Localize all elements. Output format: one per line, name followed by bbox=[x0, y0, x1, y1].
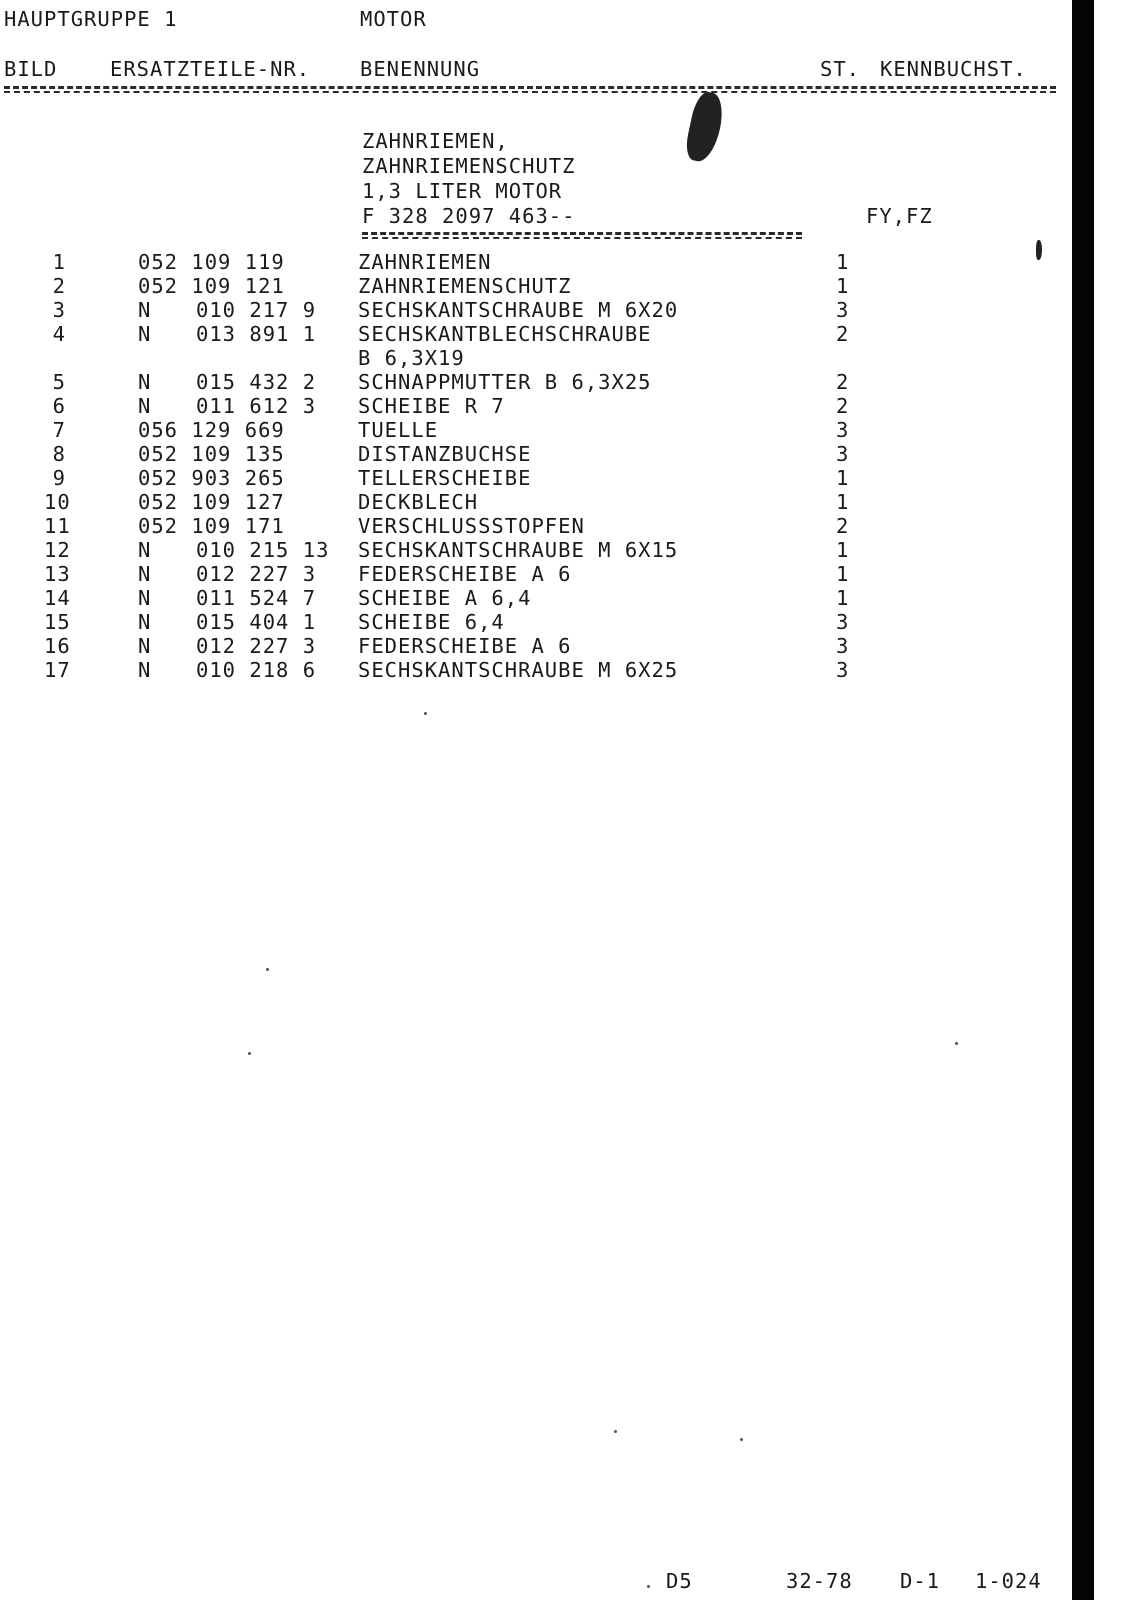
section-title-line-4: F 328 2097 463-- bbox=[362, 204, 576, 228]
cell-stueck: 3 bbox=[836, 658, 850, 682]
cell-bild: 14 bbox=[44, 586, 71, 610]
cell-ersatzteil-nr: 052 109 127 bbox=[138, 490, 285, 514]
section-kennbuchst: FY,FZ bbox=[866, 204, 933, 228]
cell-ersatzteil-nr: 012 227 3 bbox=[196, 562, 317, 586]
table-row bbox=[0, 250, 1060, 274]
table-row bbox=[0, 658, 1060, 682]
cell-ersatzteil-nr: 052 109 121 bbox=[138, 274, 285, 298]
table-row bbox=[0, 514, 1060, 538]
cell-stueck: 3 bbox=[836, 298, 850, 322]
table-row bbox=[0, 370, 1060, 394]
scan-binding-edge bbox=[1072, 0, 1094, 1600]
cell-bild: 16 bbox=[44, 634, 71, 658]
table-row bbox=[0, 298, 1060, 322]
speck bbox=[955, 1042, 958, 1045]
ink-blot bbox=[683, 90, 727, 165]
footer-code-d5: D5 bbox=[666, 1569, 693, 1593]
cell-bild: 3 bbox=[52, 298, 66, 322]
cell-prefix: N bbox=[138, 370, 152, 394]
cell-prefix: N bbox=[138, 562, 152, 586]
cell-ersatzteil-nr: 013 891 1 bbox=[196, 322, 317, 346]
cell-benennung: FEDERSCHEIBE A 6 bbox=[358, 562, 572, 586]
cell-benennung: SECHSKANTSCHRAUBE M 6X20 bbox=[358, 298, 679, 322]
cell-bild: 15 bbox=[44, 610, 71, 634]
cell-benennung: FEDERSCHEIBE A 6 bbox=[358, 634, 572, 658]
cell-benennung: VERSCHLUSSSTOPFEN bbox=[358, 514, 585, 538]
cell-prefix: N bbox=[138, 634, 152, 658]
cell-bild: 7 bbox=[52, 418, 66, 442]
column-header-kennbuchst: KENNBUCHST. bbox=[880, 57, 1027, 81]
cell-stueck: 2 bbox=[836, 514, 850, 538]
table-row bbox=[0, 586, 1060, 610]
cell-ersatzteil-nr: 015 404 1 bbox=[196, 610, 317, 634]
cell-ersatzteil-nr: 015 432 2 bbox=[196, 370, 317, 394]
table-row bbox=[0, 562, 1060, 586]
cell-stueck: 2 bbox=[836, 394, 850, 418]
cell-ersatzteil-nr: 010 215 13 bbox=[196, 538, 330, 562]
cell-ersatzteil-nr: 010 218 6 bbox=[196, 658, 317, 682]
cell-benennung: TUELLE bbox=[358, 418, 439, 442]
column-header-benennung: BENENNUNG bbox=[360, 57, 481, 81]
table-row bbox=[0, 322, 1060, 346]
cell-stueck: 2 bbox=[836, 322, 850, 346]
speck bbox=[614, 1430, 617, 1433]
cell-ersatzteil-nr: 011 612 3 bbox=[196, 394, 317, 418]
speck bbox=[424, 712, 427, 715]
section-title-line-2: ZAHNRIEMENSCHUTZ bbox=[362, 154, 576, 178]
cell-benennung: DISTANZBUCHSE bbox=[358, 442, 532, 466]
table-row-continuation bbox=[0, 346, 1060, 370]
cell-stueck: 1 bbox=[836, 562, 850, 586]
cell-stueck: 3 bbox=[836, 634, 850, 658]
footer-code-d1: D-1 bbox=[900, 1569, 941, 1593]
cell-prefix: N bbox=[138, 298, 152, 322]
column-header-bild: BILD bbox=[4, 57, 58, 81]
cell-ersatzteil-nr: 052 109 135 bbox=[138, 442, 285, 466]
cell-benennung: SCHNAPPMUTTER B 6,3X25 bbox=[358, 370, 652, 394]
cell-prefix: N bbox=[138, 322, 152, 346]
cell-ersatzteil-nr: 056 129 669 bbox=[138, 418, 285, 442]
cell-ersatzteil-nr: 052 109 119 bbox=[138, 250, 285, 274]
cell-bild: 1 bbox=[52, 250, 66, 274]
footer-page-number: 1-024 bbox=[975, 1569, 1042, 1593]
cell-stueck: 1 bbox=[836, 274, 850, 298]
cell-bild: 9 bbox=[52, 466, 66, 490]
speck bbox=[647, 1585, 650, 1588]
cell-bild: 17 bbox=[44, 658, 71, 682]
cell-benennung: SCHEIBE 6,4 bbox=[358, 610, 505, 634]
cell-stueck: 2 bbox=[836, 370, 850, 394]
cell-bild: 10 bbox=[44, 490, 71, 514]
cell-benennung: SECHSKANTSCHRAUBE M 6X15 bbox=[358, 538, 679, 562]
speck bbox=[740, 1438, 743, 1441]
table-row bbox=[0, 442, 1060, 466]
cell-stueck: 1 bbox=[836, 250, 850, 274]
cell-benennung: ZAHNRIEMEN bbox=[358, 250, 492, 274]
speck bbox=[266, 968, 269, 971]
speck bbox=[248, 1052, 251, 1055]
cell-bild: 6 bbox=[52, 394, 66, 418]
cell-benennung: DECKBLECH bbox=[358, 490, 479, 514]
cell-bild: 12 bbox=[44, 538, 71, 562]
cell-stueck: 3 bbox=[836, 610, 850, 634]
table-row bbox=[0, 418, 1060, 442]
footer-code-date: 32-78 bbox=[786, 1569, 853, 1593]
cell-benennung: SECHSKANTBLECHSCHRAUBE bbox=[358, 322, 652, 346]
cell-ersatzteil-nr: 052 903 265 bbox=[138, 466, 285, 490]
table-row bbox=[0, 274, 1060, 298]
cell-prefix: N bbox=[138, 658, 152, 682]
group-name: MOTOR bbox=[360, 7, 427, 31]
cell-ersatzteil-nr: 052 109 171 bbox=[138, 514, 285, 538]
cell-prefix: N bbox=[138, 586, 152, 610]
cell-prefix: N bbox=[138, 610, 152, 634]
column-header-st: ST. bbox=[820, 57, 861, 81]
table-row bbox=[0, 394, 1060, 418]
cell-benennung: SECHSKANTSCHRAUBE M 6X25 bbox=[358, 658, 679, 682]
cell-prefix: N bbox=[138, 394, 152, 418]
cell-ersatzteil-nr: 012 227 3 bbox=[196, 634, 317, 658]
cell-bild: 11 bbox=[44, 514, 71, 538]
table-row bbox=[0, 466, 1060, 490]
cell-bild: 13 bbox=[44, 562, 71, 586]
group-label: HAUPTGRUPPE 1 bbox=[4, 7, 178, 31]
cell-benennung-continued: B 6,3X19 bbox=[358, 346, 465, 370]
table-row bbox=[0, 610, 1060, 634]
column-header-ersatzteile-nr: ERSATZTEILE-NR. bbox=[110, 57, 311, 81]
table-row bbox=[0, 490, 1060, 514]
cell-prefix: N bbox=[138, 538, 152, 562]
cell-stueck: 1 bbox=[836, 490, 850, 514]
cell-stueck: 1 bbox=[836, 586, 850, 610]
table-row bbox=[0, 634, 1060, 658]
cell-bild: 5 bbox=[52, 370, 66, 394]
section-title-line-1: ZAHNRIEMEN, bbox=[362, 129, 509, 153]
cell-stueck: 1 bbox=[836, 466, 850, 490]
cell-stueck: 3 bbox=[836, 442, 850, 466]
cell-ersatzteil-nr: 010 217 9 bbox=[196, 298, 317, 322]
section-divider bbox=[362, 232, 802, 239]
cell-benennung: TELLERSCHEIBE bbox=[358, 466, 532, 490]
cell-benennung: SCHEIBE A 6,4 bbox=[358, 586, 532, 610]
cell-benennung: ZAHNRIEMENSCHUTZ bbox=[358, 274, 572, 298]
cell-stueck: 3 bbox=[836, 418, 850, 442]
cell-bild: 8 bbox=[52, 442, 66, 466]
cell-bild: 4 bbox=[52, 322, 66, 346]
cell-stueck: 1 bbox=[836, 538, 850, 562]
header-divider bbox=[4, 86, 1056, 93]
section-title-line-3: 1,3 LITER MOTOR bbox=[362, 179, 563, 203]
cell-ersatzteil-nr: 011 524 7 bbox=[196, 586, 317, 610]
table-row bbox=[0, 538, 1060, 562]
cell-bild: 2 bbox=[52, 274, 66, 298]
cell-benennung: SCHEIBE R 7 bbox=[358, 394, 505, 418]
